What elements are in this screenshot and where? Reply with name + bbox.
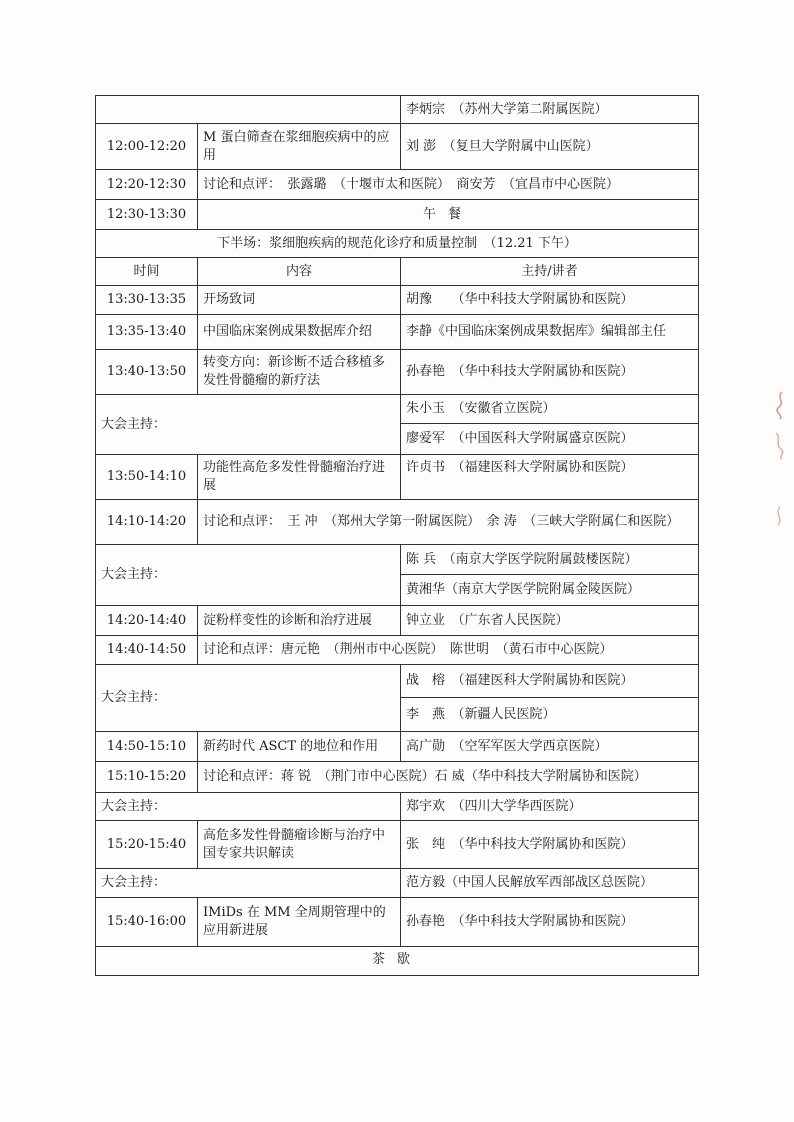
table-row xyxy=(96,455,699,500)
time-cell: 12:20-12:30 xyxy=(96,170,198,200)
schedule-table xyxy=(95,95,699,976)
table-row xyxy=(96,350,699,395)
table-row xyxy=(96,636,699,665)
table-row xyxy=(96,500,699,545)
chair-row xyxy=(96,395,699,455)
discussion-cell: 讨论和点评： 张露璐 （十堰市太和医院） 商安芳 （宜昌市中心医院） xyxy=(198,170,699,200)
chair-label: 大会主持： xyxy=(96,869,401,898)
header-speaker: 主持/讲者 xyxy=(401,258,699,286)
chair-row xyxy=(96,545,699,606)
chair-label: 大会主持： xyxy=(96,793,401,821)
speaker-cell: 孙春艳 （华中科技大学附属协和医院） xyxy=(401,898,699,947)
speaker-cell: 胡豫 （华中科技大学附属协和医院） xyxy=(401,286,699,315)
table-row xyxy=(96,170,699,200)
content-cell: 中国临床案例成果数据库介绍 xyxy=(198,315,401,350)
time-cell: 12:30-13:30 xyxy=(96,200,198,230)
speaker-cell: 李静《中国临床案例成果数据库》编辑部主任 xyxy=(401,315,699,350)
content-cell: 新药时代 ASCT 的地位和作用 xyxy=(198,732,401,762)
content-cell: 转变方向：新诊断不适合移植多发性骨髓瘤的新疗法 xyxy=(198,350,401,395)
table-row xyxy=(96,96,699,124)
table-row xyxy=(96,732,699,762)
time-cell: 14:20-14:40 xyxy=(96,606,198,636)
time-cell: 14:50-15:10 xyxy=(96,732,198,762)
time-cell: 15:10-15:20 xyxy=(96,762,198,793)
chair-label: 大会主持： xyxy=(96,395,401,455)
time-cell: 14:40-14:50 xyxy=(96,636,198,665)
seal-edge-mark xyxy=(770,390,788,420)
seal-edge-mark xyxy=(770,430,788,460)
chair-speaker: 郑宇欢 （四川大学华西医院） xyxy=(401,793,699,821)
table-row xyxy=(96,947,699,976)
content-cell: 功能性高危多发性骨髓瘤治疗进展 xyxy=(198,455,401,500)
table-row xyxy=(96,124,699,170)
chair-speaker: 廖爱军 （中国医科大学附属盛京医院） xyxy=(406,431,634,446)
tea-break-cell: 茶歇 xyxy=(96,947,699,976)
section-title: 下半场：浆细胞疾病的规范化诊疗和质量控制 （12.21 下午） xyxy=(96,230,699,258)
chair-label: 大会主持： xyxy=(96,545,401,606)
table-row xyxy=(96,606,699,636)
time-cell: 13:30-13:35 xyxy=(96,286,198,315)
time-cell: 15:40-16:00 xyxy=(96,898,198,947)
discussion-cell: 讨论和点评：蒋 锐 （荆门市中心医院）石 威（华中科技大学附属协和医院） xyxy=(198,762,699,793)
time-cell: 13:35-13:40 xyxy=(96,315,198,350)
speaker-cell: 高广勋 （空军军医大学西京医院） xyxy=(401,732,699,762)
time-cell: 14:10-14:20 xyxy=(96,500,198,545)
chair-speaker: 陈 兵 （南京大学医学院附属鼓楼医院） xyxy=(401,545,698,575)
table-row xyxy=(96,821,699,869)
header-time: 时间 xyxy=(96,258,198,286)
header-row xyxy=(96,258,699,286)
content-cell: IMiDs 在 MM 全周期管理中的应用新进展 xyxy=(198,898,401,947)
time-cell: 12:00-12:20 xyxy=(96,124,198,170)
time-cell: 13:50-14:10 xyxy=(96,455,198,500)
speaker-cell: 孙春艳 （华中科技大学附属协和医院） xyxy=(401,350,699,395)
chair-speaker: 朱小玉 （安徽省立医院） xyxy=(401,395,698,424)
header-content: 内容 xyxy=(198,258,401,286)
chair-row xyxy=(96,869,699,898)
discussion-cell: 讨论和点评：唐元艳 （荆州市中心医院） 陈世明 （黄石市中心医院） xyxy=(198,636,699,665)
chair-label: 大会主持： xyxy=(96,665,401,732)
chair-speaker: 李 燕 （新疆人民医院） xyxy=(406,706,556,722)
seal-edge-mark xyxy=(770,505,788,535)
chair-speakers xyxy=(401,395,699,455)
chair-row xyxy=(96,793,699,821)
chair-speakers xyxy=(401,545,699,606)
content-cell: 高危多发性骨髓瘤诊断与治疗中国专家共识解读 xyxy=(198,821,401,869)
chair-speaker: 黄湘华（南京大学医学院附属金陵医院） xyxy=(406,582,641,597)
speaker-cell: 许贞书 （福建医科大学附属协和医院） xyxy=(401,455,699,500)
content-cell: 淀粉样变性的诊断和治疗进展 xyxy=(198,606,401,636)
chair-speakers xyxy=(401,665,699,732)
table-row xyxy=(96,200,699,230)
table-row xyxy=(96,286,699,315)
speaker-cell: 刘 澎 （复旦大学附属中山医院） xyxy=(401,124,699,170)
speaker-cell: 钟立业 （广东省人民医院） xyxy=(401,606,699,636)
content-cell: 开场致词 xyxy=(198,286,401,315)
time-cell: 13:40-13:50 xyxy=(96,350,198,395)
empty-cell xyxy=(96,96,401,124)
table-row xyxy=(96,898,699,947)
speaker-cell: 李炳宗 （苏州大学第二附属医院） xyxy=(401,96,699,124)
time-cell: 15:20-15:40 xyxy=(96,821,198,869)
discussion-cell: 讨论和点评： 王 冲 （郑州大学第一附属医院） 余 涛 （三峡大学附属仁和医院） xyxy=(198,500,699,545)
chair-row xyxy=(96,665,699,732)
chair-speaker: 范方毅（中国人民解放军西部战区总医院） xyxy=(401,869,699,898)
content-cell: M 蛋白筛查在浆细胞疾病中的应用 xyxy=(198,124,401,170)
speaker-cell: 张 纯 （华中科技大学附属协和医院） xyxy=(401,821,699,869)
lunch-cell: 午餐 xyxy=(198,200,699,230)
section-row xyxy=(96,230,699,258)
table-row xyxy=(96,315,699,350)
chair-speaker: 战 榕 （福建医科大学附属协和医院） xyxy=(401,665,698,698)
table-row xyxy=(96,762,699,793)
